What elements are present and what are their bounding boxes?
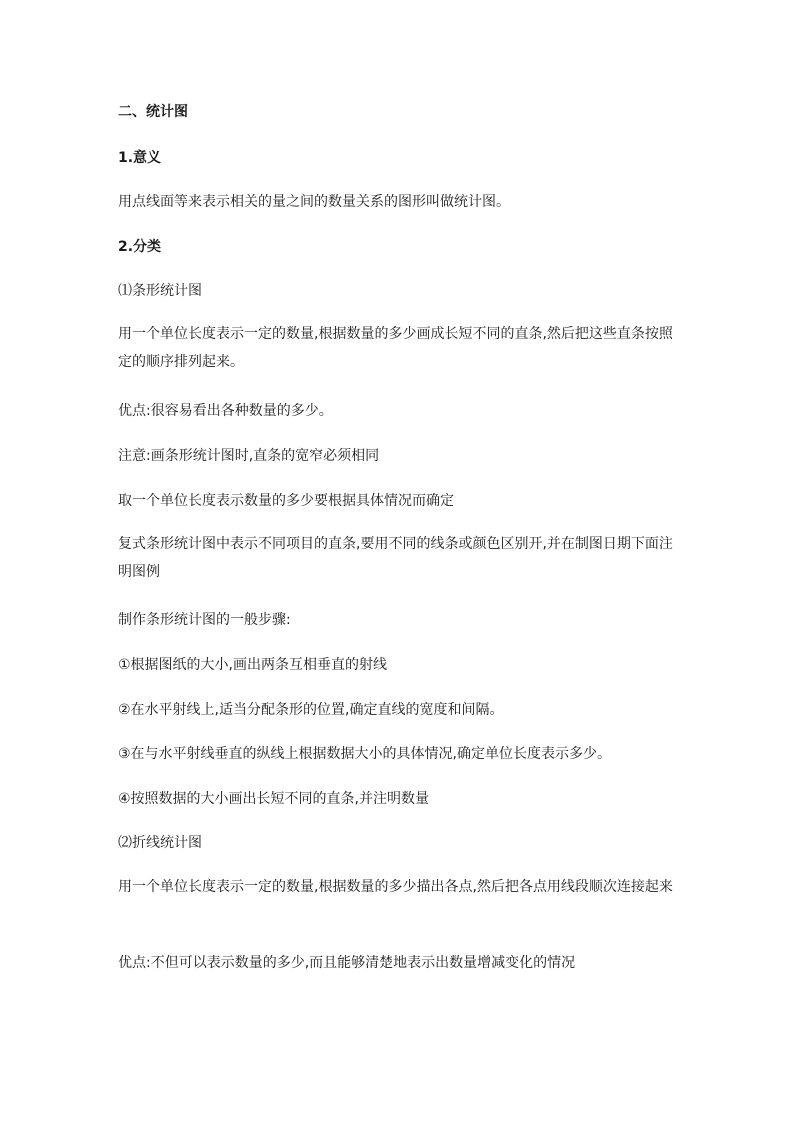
bar-chart-steps-intro: 制作条形统计图的一般步骤: xyxy=(118,612,291,628)
bar-chart-note: 注意:画条形统计图时,直条的宽窄必须相同 xyxy=(118,448,380,464)
line-chart-definition: 用一个单位长度表示一定的数量,根据数量的多少描出各点,然后把各点用线段顺次连接起来 xyxy=(118,879,673,895)
step-item: ④按照数据的大小画出长短不同的直条,并注明数量 xyxy=(118,791,429,807)
meaning-heading: 1.意义 xyxy=(118,150,162,166)
bar-chart-definition: 用一个单位长度表示一定的数量,根据数量的多少画成长短不同的直条,然后把这些直条按照定的顺序排列起来。 xyxy=(118,326,673,370)
bar-chart-unit-note: 取一个单位长度表示数量的多少要根据具体情况而确定 xyxy=(118,493,454,509)
bar-chart-heading: ⑴条形统计图 xyxy=(118,283,202,299)
classification-heading: 2.分类 xyxy=(118,239,162,255)
section-title: 二、统计图 xyxy=(118,104,188,120)
step-item: ②在水平射线上,适当分配条形的位置,确定直线的宽度和间隔。 xyxy=(118,702,504,718)
line-chart-heading: ⑵折线统计图 xyxy=(118,835,202,851)
bar-chart-advantage: 优点:很容易看出各种数量的多少。 xyxy=(118,403,333,419)
step-item: ③在与水平射线垂直的纵线上根据数据大小的具体情况,确定单位长度表示多少。 xyxy=(118,746,611,762)
bar-chart-compound-note: 复式条形统计图中表示不同项目的直条,要用不同的线条或颜色区别开,并在制图日期下面注明图例 xyxy=(118,536,673,580)
line-chart-advantage: 优点:不但可以表示数量的多少,而且能够清楚地表示出数量增减变化的情况 xyxy=(118,955,576,971)
meaning-text: 用点线面等来表示相关的量之间的数量关系的图形叫做统计图。 xyxy=(118,194,510,210)
step-item: ①根据图纸的大小,画出两条互相垂直的射线 xyxy=(118,657,387,673)
